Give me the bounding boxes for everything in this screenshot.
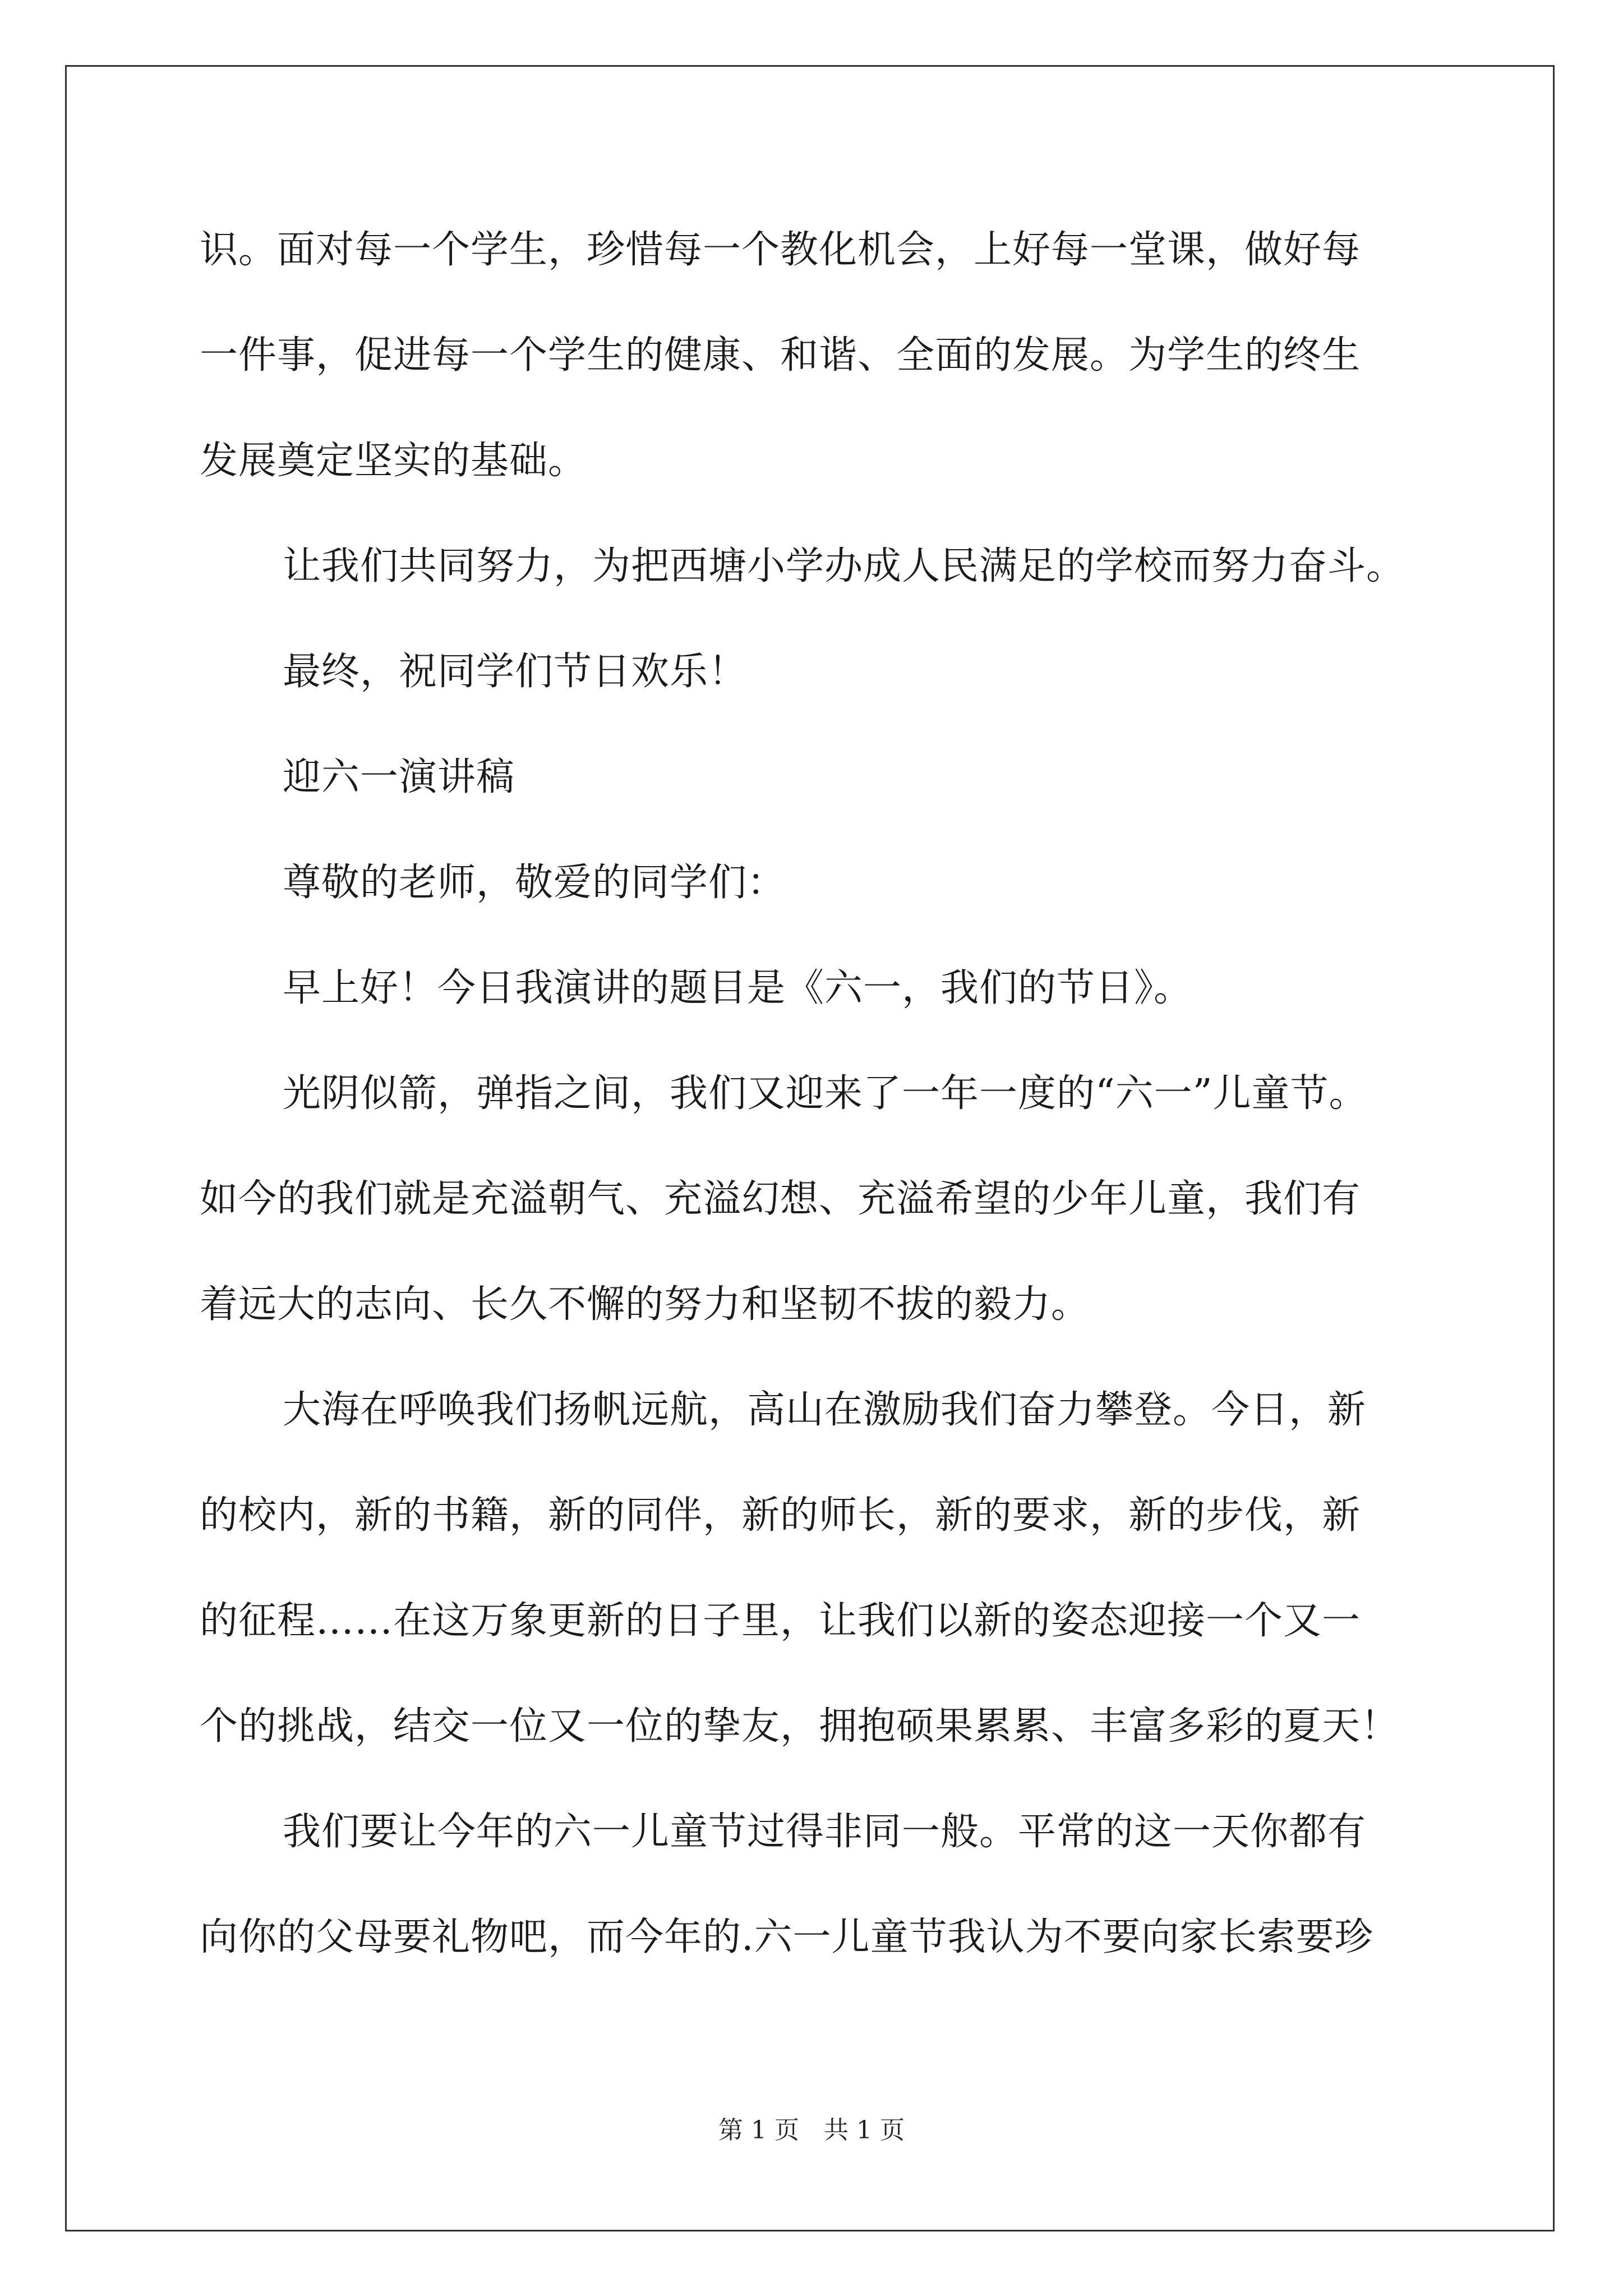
text-line: 个的挑战，结交一位又一位的挚友，拥抱硕果累累、丰富多彩的夏天！	[200, 1704, 1400, 1749]
section-heading: 迎六一演讲稿	[283, 755, 515, 799]
text-line: 发展奠定坚实的基础。	[200, 439, 587, 483]
text-line: 一件事，促进每一个学生的健康、和谐、全面的发展。为学生的终生	[200, 333, 1361, 378]
text-line: 早上好！今日我演讲的题目是《六一，我们的节日》。	[283, 966, 1193, 1010]
text-line: 的校内，新的书籍，新的同伴，新的师长，新的要求，新的步伐，新	[200, 1493, 1361, 1538]
text-line: 着远大的志向、长久不懈的努力和坚韧不拔的毅力。	[200, 1282, 1090, 1327]
text-line: 向你的父母要礼物吧，而今年的.六一儿童节我认为不要向家长索要珍	[200, 1915, 1373, 1959]
text-line: 如今的我们就是充溢朝气、充溢幻想、充溢希望的少年儿童，我们有	[200, 1177, 1361, 1221]
text-line: 我们要让今年的六一儿童节过得非同一般。平常的这一天你都有	[283, 1810, 1367, 1854]
text-line: 让我们共同努力，为把西塘小学办成人民满足的学校而努力奋斗。	[283, 544, 1405, 588]
text-line: 的征程……在这万象更新的日子里，让我们以新的姿态迎接一个又一	[200, 1599, 1361, 1643]
text-line: 大海在呼唤我们扬帆远航，高山在激励我们奋力攀登。今日，新	[283, 1388, 1367, 1432]
text-line: 识。面对每一个学生，珍惜每一个教化机会，上好每一堂课，做好每	[200, 228, 1361, 272]
text-line: 最终，祝同学们节日欢乐！	[283, 650, 748, 694]
salutation: 尊敬的老师，敬爱的同学们：	[283, 861, 786, 905]
text-line: 光阴似箭，弹指之间，我们又迎来了一年一度的“六一”儿童节。	[283, 1071, 1368, 1116]
page-border	[65, 65, 1555, 2231]
page-number-footer: 第 1 页 共 1 页	[718, 2116, 905, 2145]
